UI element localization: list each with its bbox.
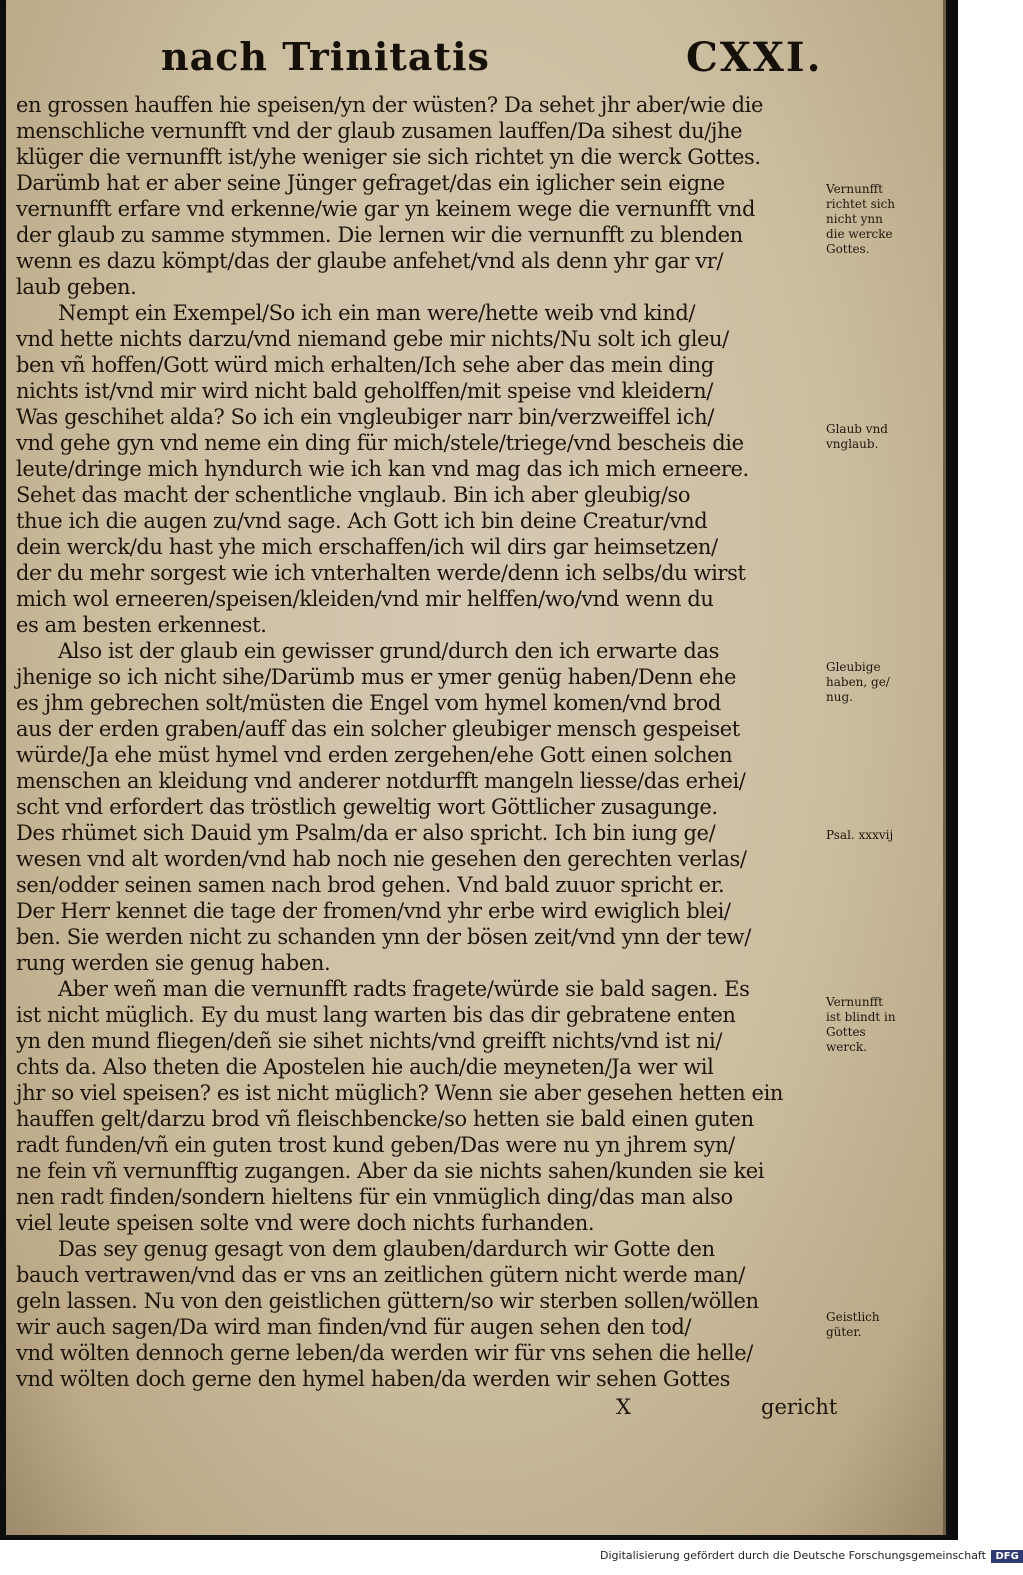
text-line: thue ich die augen zu/vnd sage. Ach Gott ich bin deine Creatur/vnd: [16, 509, 708, 533]
text-line: ne fein vñ vernunfftig zugangen. Aber da sie nichts sahen/kunden sie kei: [16, 1159, 765, 1183]
text-line: Aber weñ man die vernunfft radts fragete/würde sie bald sagen. Es: [58, 977, 750, 1001]
text-line: klüger die vernunfft ist/yhe weniger sie sich richtet yn die werck Gottes.: [16, 145, 761, 169]
margin-note: Geistlich güter.: [826, 1310, 880, 1339]
dfg-logo: DFG: [991, 1550, 1022, 1563]
margin-note: Glaub vnd vnglaub.: [826, 422, 888, 451]
text-line: en grossen hauffen hie speisen/yn der wüsten? Da sehet jhr aber/wie die: [16, 93, 763, 117]
text-line: ben vñ hoffen/Gott würd mich erhalten/Ich sehe aber das mein ding: [16, 353, 714, 377]
text-line: würde/Ja ehe müst hymel vnd erden zergehen/ehe Gott einen solchen: [16, 743, 733, 767]
text-line: viel leute speisen solte vnd were doch nichts furhanden.: [16, 1211, 595, 1235]
funding-footer: [600, 1549, 1019, 1569]
book-page: [6, 0, 946, 1535]
text-line: wenn es dazu kömpt/das der glaube anfehet/vnd als denn yhr gar vr/: [16, 249, 724, 273]
text-line: jhr so viel speisen? es ist nicht müglich? Wenn sie aber gesehen hetten ein: [16, 1081, 784, 1105]
text-line: Darümb hat er aber seine Jünger gefraget/das ein iglicher sein eigne: [16, 171, 725, 195]
text-line: bauch vertrawen/vnd das er vns an zeitlichen gütern nicht werde man/: [16, 1263, 745, 1287]
text-line: Das sey genug gesagt von dem glauben/dardurch wir Gotte den: [58, 1237, 715, 1261]
margin-note: Vernunfft ist blindt in Gottes werck.: [826, 995, 896, 1054]
text-line: leute/dringe mich hyndurch wie ich kan vnd mag das ich mich erneere.: [16, 457, 749, 481]
text-line: Nempt ein Exempel/So ich ein man were/hette weib vnd kind/: [58, 301, 696, 325]
text-line: vernunfft erfare vnd erkenne/wie gar yn keinem wege die vernunfft vnd: [16, 197, 756, 221]
text-line: vnd wölten dennoch gerne leben/da werden wir für vns sehen die helle/: [16, 1341, 753, 1365]
text-line: laub geben.: [16, 275, 137, 299]
text-line: mich wol erneeren/speisen/kleiden/vnd mir helffen/wo/vnd wenn du: [16, 587, 714, 611]
text-line: yn den mund fliegen/deñ sie sihet nichts/vnd greifft nichts/vnd ist ni/: [16, 1029, 723, 1053]
text-line: wesen vnd alt worden/vnd hab noch nie gesehen den gerechten verlas/: [16, 847, 747, 871]
text-line: nichts ist/vnd mir wird nicht bald geholffen/mit speise vnd kleidern/: [16, 379, 713, 403]
text-line: hauffen gelt/darzu brod vñ fleischbencke/so hetten sie bald einen guten: [16, 1107, 754, 1131]
text-line: vnd hette nichts darzu/vnd niemand gebe mir nichts/Nu solt ich gleu/: [16, 327, 729, 351]
margin-note: Gleubige haben, ge/ nug.: [826, 660, 890, 704]
text-line: jhenige so ich nicht sihe/Darümb mus er ymer genüg haben/Denn ehe: [16, 665, 737, 689]
text-line: dein werck/du hast yhe mich erschaffen/ich wil dirs gar heimsetzen/: [16, 535, 718, 559]
text-line: Sehet das macht der schentliche vnglaub. Bin ich aber gleubig/so: [16, 483, 691, 507]
text-line: ist nicht müglich. Ey du must lang warten bis das dir gebratene enten: [16, 1003, 736, 1027]
text-line: menschen an kleidung vnd anderer notdurfft mangeln liesse/das erhei/: [16, 769, 746, 793]
text-line: Des rhümet sich Dauid ym Psalm/da er also spricht. Ich bin iung ge/: [16, 821, 716, 845]
text-line: ben. Sie werden nicht zu schanden ynn der bösen zeit/vnd ynn der tew/: [16, 925, 751, 949]
text-line: Was geschihet alda? So ich ein vngleubiger narr bin/verzweiffel ich/: [16, 405, 714, 429]
text-line: der du mehr sorgest wie ich vnterhalten werde/denn ich selbs/du wirst: [16, 561, 746, 585]
text-line: es am besten erkennest.: [16, 613, 267, 637]
text-line: aus der erden graben/auff das ein solcher gleubiger mensch gespeiset: [16, 717, 740, 741]
text-line: geln lassen. Nu von den geistlichen güttern/so wir sterben sollen/wöllen: [16, 1289, 759, 1313]
folio-number: CXXI.: [686, 34, 823, 81]
text-line: vnd wölten doch gerne den hymel haben/da werden wir sehen Gottes: [16, 1367, 731, 1391]
text-line: der glaub zu samme stymmen. Die lernen wir die vernunfft zu blenden: [16, 223, 743, 247]
text-line: wir auch sagen/Da wird man finden/vnd für augen sehen den tod/: [16, 1315, 692, 1339]
footer-text: Digitalisierung gefördert durch die Deutsche Forschungsgemeinschaft: [600, 1549, 986, 1562]
text-line: scht vnd erfordert das tröstlich geweltig wort Göttlicher zusagunge.: [16, 795, 718, 819]
catchline: [616, 1395, 838, 1421]
text-line: radt funden/vñ ein guten trost kund geben/Das were nu yn jhrem syn/: [16, 1133, 735, 1157]
text-line: Also ist der glaub ein gewisser grund/durch den ich erwarte das: [58, 639, 719, 663]
text-line: nen radt finden/sondern hieltens für ein vnmüglich ding/das man also: [16, 1185, 733, 1209]
text-line: menschliche vernunfft vnd der glaub zusamen lauffen/Da sihest du/jhe: [16, 119, 743, 143]
text-line: es jhm gebrechen solt/müsten die Engel vom hymel komen/vnd brod: [16, 691, 721, 715]
text-line: Der Herr kennet die tage der fromen/vnd yhr erbe wird ewiglich blei/: [16, 899, 731, 923]
text-line: rung werden sie genug haben.: [16, 951, 331, 975]
margin-note: Psal. xxxvij: [826, 828, 894, 842]
text-line: sen/odder seinen samen nach brod gehen. Vnd bald zuuor spricht er.: [16, 873, 725, 897]
running-head: nach Trinitatis: [161, 34, 490, 79]
signature-mark: X: [616, 1395, 631, 1419]
body-text: [16, 92, 828, 1392]
text-line: chts da. Also theten die Apostelen hie auch/die meyneten/Ja wer wil: [16, 1055, 714, 1079]
catchword: gericht: [761, 1395, 838, 1419]
text-line: vnd gehe gyn vnd neme ein ding für mich/stele/triege/vnd bescheis die: [16, 431, 744, 455]
margin-note: Vernunfft richtet sich nicht ynn die wercke Gottes.: [826, 182, 896, 256]
